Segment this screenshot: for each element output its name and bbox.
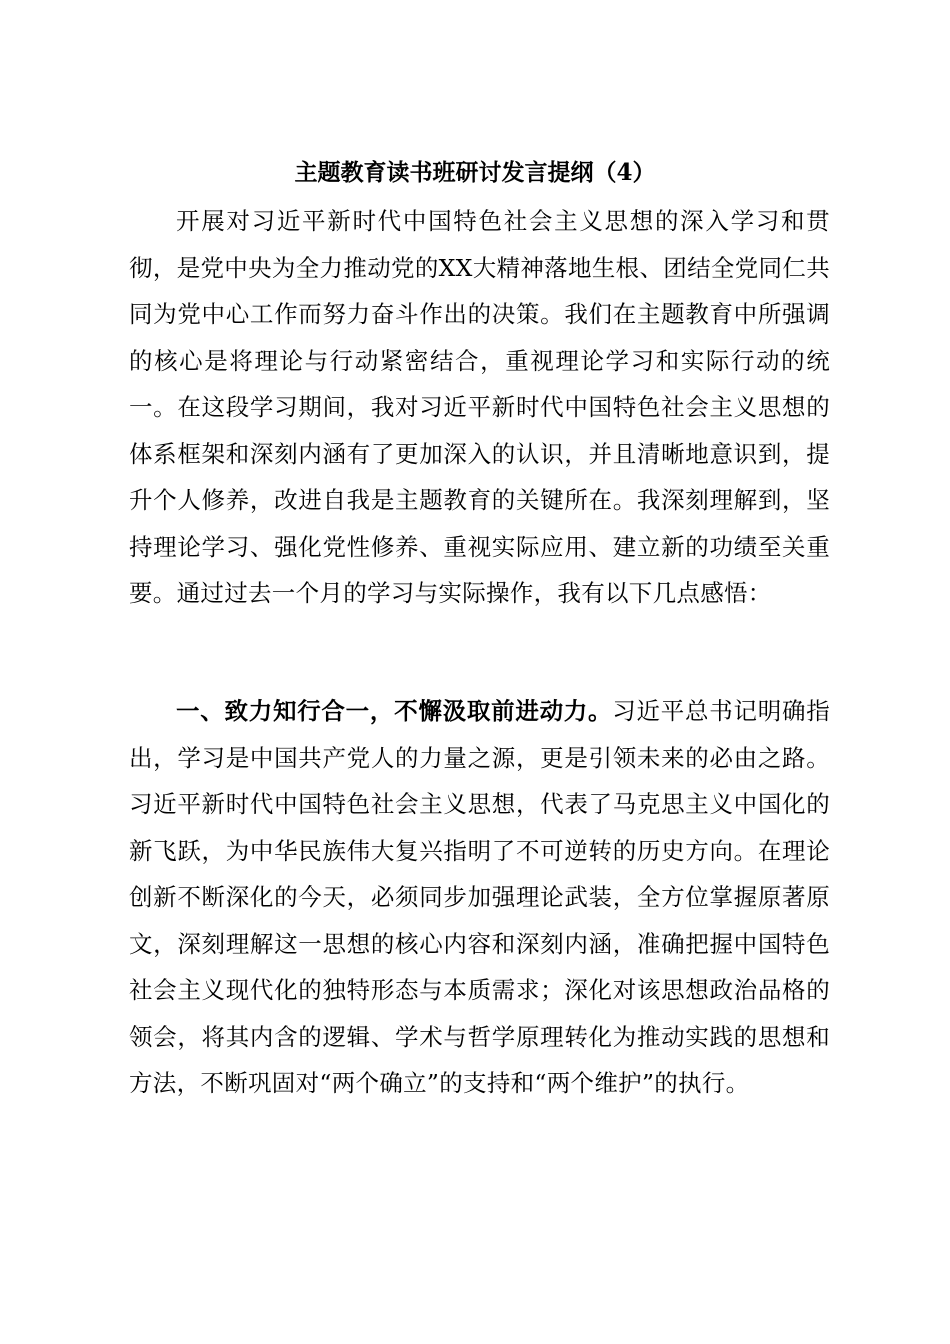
paragraph-intro bbox=[129, 198, 830, 617]
paragraph-section-1 bbox=[129, 688, 830, 1107]
section-1-text: 习近平总书记明确指出，学习是中国共产党人的力量之源，更是引领未来的必由之路。习近平新时代中国特色社会主义思想，代表了马克思主义中国化的新飞跃，为中华民族伟大复兴指明了不可逆转的历史方向。在理论创新不断深化的今天，必须同步加强理论武装，全方位掌握原著原文，深刻理解这一思想的核心内容和深刻内涵，准确把握中国特色社会主义现代化的独特形态与本质需求；深化对该思想政治品格的领会，将其内含的逻辑、学术与哲学原理转化为推动实践的思想和方法，不断巩固对“两个确立”的支持和“两个维护”的执行。 bbox=[129, 697, 831, 1097]
section-heading-1: 一、致力知行合一，不懈汲取前进动力。 bbox=[176, 697, 613, 725]
paragraph-intro-text: 开展对习近平新时代中国特色社会主义思想的深入学习和贯彻，是党中央为全力推动党的XX大精神落地生根、团结全党同仁共同为党中心工作而努力奋斗作出的决策。我们在主题教育中所强调的核心是将理论与行动紧密结合，重视理论学习和实际行动的统一。在这段学习期间，我对习近平新时代中国特色社会主义思想的体系框架和深刻内涵有了更加深入的认识，并且清晰地意识到，提升个人修养，改进自我是主题教育的关键所在。我深刻理解到，坚持理论学习、强化党性修养、重视实际应用、建立新的功绩至关重要。通过过去一个月的学习与实际操作，我有以下几点感悟： bbox=[129, 207, 830, 607]
document-title: 主题教育读书班研讨发言提纲（4） bbox=[294, 159, 656, 186]
